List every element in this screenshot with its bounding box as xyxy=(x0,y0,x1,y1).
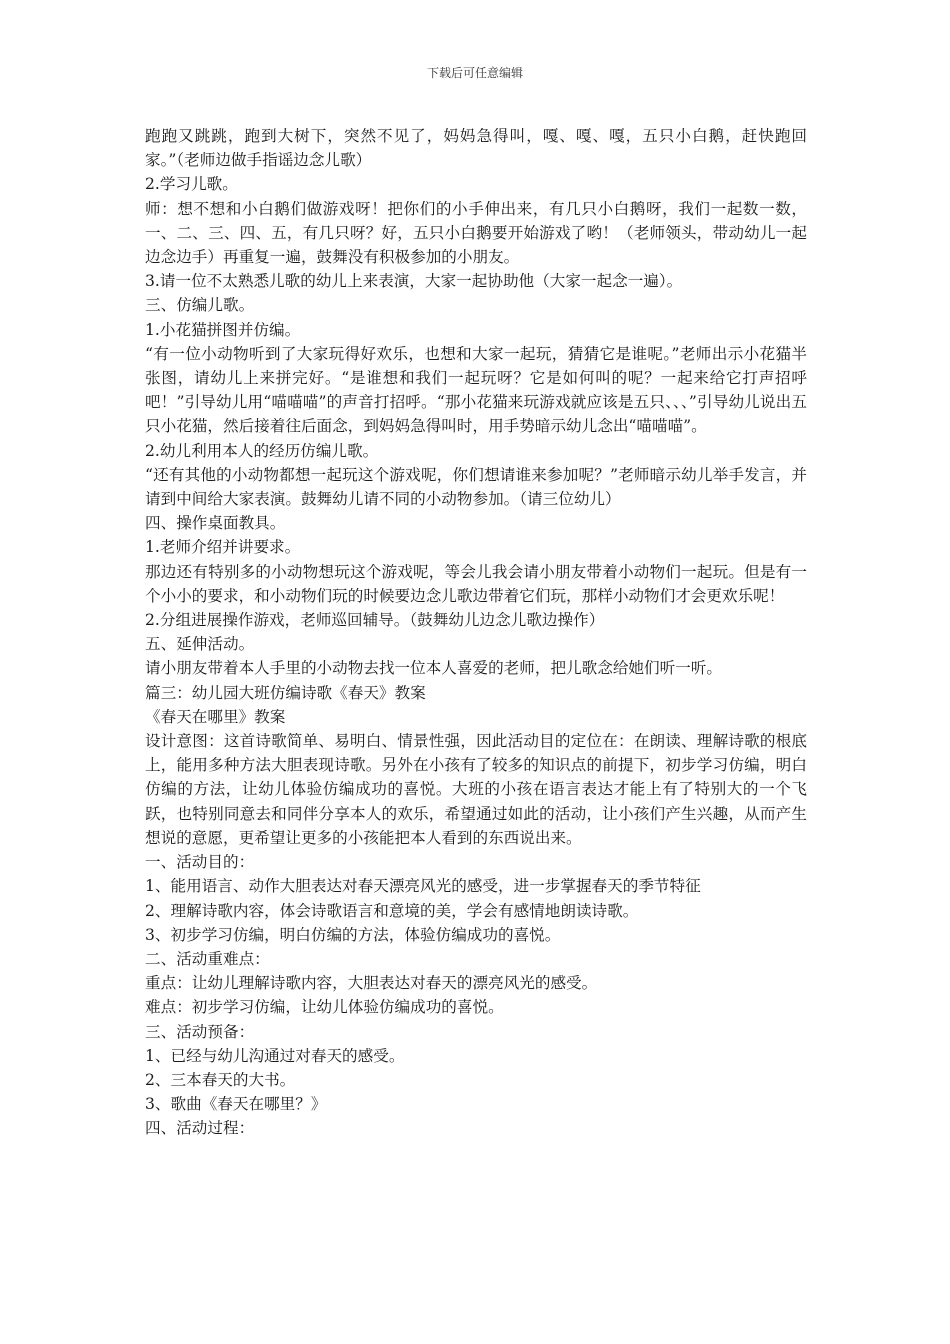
section-heading: 三、仿编儿歌。 xyxy=(145,296,255,315)
section-heading: 四、活动过程： xyxy=(145,1119,255,1138)
section-heading: 三、活动预备： xyxy=(145,1022,255,1041)
paragraph: 重点：让幼儿理解诗歌内容，大胆表达对春天的漂亮风光的感受。 xyxy=(145,974,598,993)
list-item: 3、初步学习仿编，明白仿编的方法，体验仿编成功的喜悦。 xyxy=(145,925,561,944)
paragraph: 师：想不想和小白鹅们做游戏呀！把你们的小手伸出来，有几只小白鹅呀，我们一起数一数，一、二、三、四、五，有几只呀？好，五只小白鹅要开始游戏了哟！（老师领头，带动幼儿一起边念边手）再重复一遍，鼓舞没有积极参加的小朋友。 xyxy=(145,199,807,267)
list-item: 2、三本春天的大书。 xyxy=(145,1070,296,1089)
page-header: 下载后可任意编辑 xyxy=(426,66,523,80)
lesson-title: 《春天在哪里》教案 xyxy=(145,707,286,726)
paragraph: 请小朋友带着本人手里的小动物去找一位本人喜爱的老师，把儿歌念给她们听一听。 xyxy=(145,659,722,678)
paragraph: 1.老师介绍并讲要求。 xyxy=(145,538,301,557)
paragraph: 2.幼儿利用本人的经历仿编儿歌。 xyxy=(145,441,379,460)
paragraph: 3.请一位不太熟悉儿歌的幼儿上来表演，大家一起协助他（大家一起念一遍）。 xyxy=(145,272,683,291)
paragraph: 难点：初步学习仿编，让幼儿体验仿编成功的喜悦。 xyxy=(145,998,504,1017)
list-item: 1、已经与幼儿沟通过对春天的感受。 xyxy=(145,1046,405,1065)
paragraph: 1.小花猫拼图并仿编。 xyxy=(145,320,301,339)
list-item: 3、歌曲《春天在哪里？》 xyxy=(145,1095,327,1114)
section-heading: 一、活动目的： xyxy=(145,853,255,872)
section-heading: 四、操作桌面教具。 xyxy=(145,514,286,533)
list-item: 1、能用语言、动作大胆表达对春天漂亮风光的感受，进一步掌握春天的季节特征 xyxy=(145,877,701,896)
paragraph: “还有其他的小动物都想一起玩这个游戏呢，你们想请谁来参加呢？”老师暗示幼儿举手发言，并请到中间给大家表演。鼓舞幼儿请不同的小动物参加。（请三位幼儿） xyxy=(145,465,807,509)
article-title: 篇三：幼儿园大班仿编诗歌《春天》教案 xyxy=(145,683,426,702)
document-body xyxy=(145,124,807,1141)
paragraph: 2.学习儿歌。 xyxy=(145,175,238,194)
paragraph: 跑跑又跳跳，跑到大树下，突然不见了，妈妈急得叫，嘎、嘎、嘎，五只小白鹅，赶快跑回家。”（老师边做手指谣边念儿歌） xyxy=(145,127,807,170)
paragraph: 2.分组进展操作游戏，老师巡回辅导。（鼓舞幼儿边念儿歌边操作） xyxy=(145,611,605,630)
section-heading: 五、延伸活动。 xyxy=(145,635,255,654)
paragraph: “有一位小动物听到了大家玩得好欢乐，也想和大家一起玩，猜猜它是谁呢。”老师出示小花猫半张图，请幼儿上来拼完好。“是谁想和我们一起玩呀？它是如何叫的呢？一起来给它打声招呼吧！”引导幼儿用“喵喵喵”的声音打招呼。“那小花猫来玩游戏就应该是五只、、、”引导幼儿说出五只小花猫，然后接着往后面念，到妈妈急得叫时，用手势暗示幼儿念出“喵喵喵”。 xyxy=(145,344,807,436)
section-heading: 二、活动重难点： xyxy=(145,949,270,968)
paragraph: 那边还有特别多的小动物想玩这个游戏呢，等会儿我会请小朋友带着小动物们一起玩。但是有一个小小的要求，和小动物们玩的时候要边念儿歌边带着它们玩，那样小动物们才会更欢乐呢！ xyxy=(145,562,807,605)
list-item: 2、理解诗歌内容，体会诗歌语言和意境的美，学会有感情地朗读诗歌。 xyxy=(145,901,639,920)
paragraph: 设计意图：这首诗歌简单、易明白、情景性强，因此活动目的定位在：在朗读、理解诗歌的根底上，能用多种方法大胆表现诗歌。另外在小孩有了较多的知识点的前提下，初步学习仿编，明白仿编的方法，让幼儿体验仿编成功的喜悦。大班的小孩在语言表达才能上有了特别大的一个飞跃，也特别同意去和同伴分享本人的欢乐，希望通过如此的活动，让小孩们产生兴趣，从而产生想说的意愿，更希望让更多的小孩能把本人看到的东西说出来。 xyxy=(145,732,807,847)
